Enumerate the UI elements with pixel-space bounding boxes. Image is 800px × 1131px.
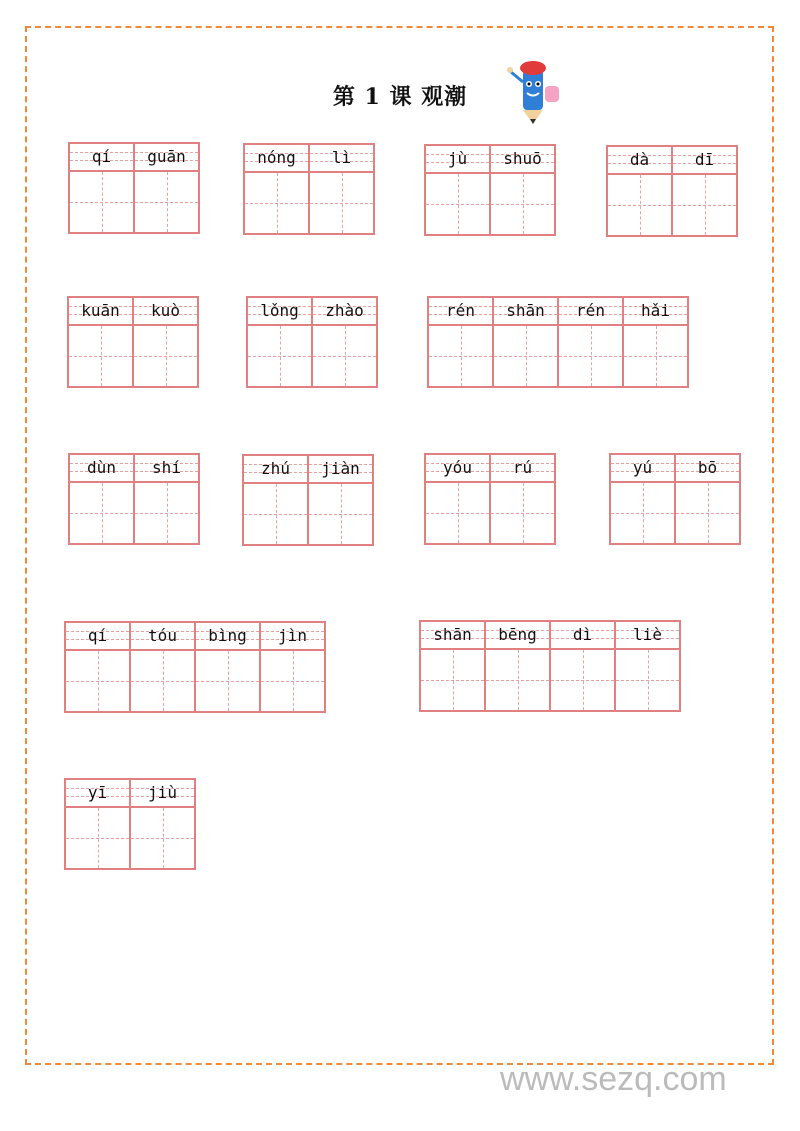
- writing-box[interactable]: [429, 326, 492, 388]
- pinyin-label: shuō: [503, 149, 542, 168]
- word-cell: [424, 453, 489, 545]
- word-cell: [308, 143, 375, 235]
- pinyin-label: kuān: [81, 301, 120, 320]
- writing-box[interactable]: [261, 651, 324, 713]
- writing-box[interactable]: [135, 483, 198, 545]
- pinyin-label: shān: [433, 625, 472, 644]
- word-cell: [427, 296, 492, 388]
- pinyin-label: dùn: [87, 458, 116, 477]
- pinyin-label: yī: [87, 783, 108, 802]
- word-grid: [424, 453, 556, 545]
- pinyin-label: nóng: [257, 148, 296, 167]
- writing-box[interactable]: [551, 650, 614, 712]
- writing-box[interactable]: [70, 483, 133, 545]
- writing-box[interactable]: [421, 650, 484, 712]
- pinyin-label: kuò: [151, 301, 180, 320]
- pinyin-label: rú: [512, 458, 533, 477]
- word-cell: [133, 453, 200, 545]
- word-cell: [419, 620, 484, 712]
- writing-box[interactable]: [131, 651, 194, 713]
- pinyin-label: zhào: [325, 301, 364, 320]
- word-cell: [133, 142, 200, 234]
- writing-box[interactable]: [245, 173, 308, 235]
- word-cell: [606, 145, 671, 237]
- watermark: www.sezq.com: [500, 1060, 727, 1098]
- writing-box[interactable]: [66, 651, 129, 713]
- writing-box[interactable]: [244, 484, 307, 546]
- word-cell: [674, 453, 741, 545]
- pinyin-label: yú: [632, 458, 653, 477]
- page-title: 第 1 课 观潮: [332, 84, 468, 110]
- writing-box[interactable]: [313, 326, 376, 388]
- word-cell: [67, 296, 132, 388]
- word-cell: [671, 145, 738, 237]
- word-grid: [242, 454, 374, 546]
- word-cell: [622, 296, 689, 388]
- pinyin-label: jiù: [148, 783, 177, 802]
- word-cell: [484, 620, 549, 712]
- pinyin-label: yóu: [443, 458, 472, 477]
- pinyin-label: bēng: [498, 625, 537, 644]
- pinyin-label: shí: [152, 458, 181, 477]
- word-cell: [194, 621, 259, 713]
- pinyin-label: dà: [629, 150, 650, 169]
- word-cell: [614, 620, 681, 712]
- word-cell: [243, 143, 308, 235]
- word-cell: [68, 142, 133, 234]
- writing-box[interactable]: [426, 174, 489, 236]
- pinyin-label: jù: [447, 149, 468, 168]
- word-cell: [259, 621, 326, 713]
- pinyin-label: shān: [506, 301, 545, 320]
- pinyin-label: dì: [572, 625, 593, 644]
- word-grid: [609, 453, 741, 545]
- writing-box[interactable]: [131, 808, 194, 870]
- word-cell: [307, 454, 374, 546]
- word-grid: [68, 142, 200, 234]
- pinyin-label: liè: [633, 625, 662, 644]
- word-grid: [246, 296, 378, 388]
- pinyin-label: dī: [694, 150, 715, 169]
- writing-box[interactable]: [426, 483, 489, 545]
- writing-box[interactable]: [624, 326, 687, 388]
- word-grid: [243, 143, 375, 235]
- pinyin-label: bìng: [208, 626, 247, 645]
- word-cell: [246, 296, 311, 388]
- writing-box[interactable]: [309, 484, 372, 546]
- writing-box[interactable]: [673, 175, 736, 237]
- writing-box[interactable]: [69, 326, 132, 388]
- pinyin-label: jìn: [278, 626, 307, 645]
- word-cell: [557, 296, 622, 388]
- word-cell: [492, 296, 557, 388]
- pinyin-label: qí: [91, 147, 112, 166]
- word-grid: [64, 621, 326, 713]
- word-cell: [311, 296, 378, 388]
- writing-box[interactable]: [611, 483, 674, 545]
- writing-box[interactable]: [70, 172, 133, 234]
- writing-box[interactable]: [134, 326, 197, 388]
- word-grid: [67, 296, 199, 388]
- word-grid: [419, 620, 681, 712]
- writing-box[interactable]: [486, 650, 549, 712]
- word-cell: [609, 453, 674, 545]
- word-grid: [424, 144, 556, 236]
- word-cell: [129, 621, 194, 713]
- writing-box[interactable]: [559, 326, 622, 388]
- writing-box[interactable]: [196, 651, 259, 713]
- writing-box[interactable]: [494, 326, 557, 388]
- writing-box[interactable]: [491, 483, 554, 545]
- writing-box[interactable]: [676, 483, 739, 545]
- writing-box[interactable]: [135, 172, 198, 234]
- pencil-mascot-icon: [505, 56, 573, 126]
- pinyin-label: guān: [147, 147, 186, 166]
- writing-box[interactable]: [608, 175, 671, 237]
- word-grid: [606, 145, 738, 237]
- word-cell: [64, 778, 129, 870]
- word-cell: [68, 453, 133, 545]
- pinyin-label: rén: [446, 301, 475, 320]
- word-cell: [242, 454, 307, 546]
- word-grid: [68, 453, 200, 545]
- word-cell: [489, 453, 556, 545]
- pinyin-label: lì: [331, 148, 352, 167]
- writing-box[interactable]: [248, 326, 311, 388]
- word-cell: [489, 144, 556, 236]
- word-cell: [64, 621, 129, 713]
- pinyin-label: jiàn: [321, 459, 360, 478]
- pinyin-label: hǎi: [641, 301, 670, 320]
- writing-box[interactable]: [616, 650, 679, 712]
- writing-box[interactable]: [66, 808, 129, 870]
- pinyin-label: zhú: [261, 459, 290, 478]
- writing-box[interactable]: [310, 173, 373, 235]
- word-cell: [132, 296, 199, 388]
- pinyin-label: bō: [697, 458, 718, 477]
- pinyin-label: tóu: [148, 626, 177, 645]
- pinyin-label: lǒng: [260, 301, 299, 320]
- pinyin-label: rén: [576, 301, 605, 320]
- pinyin-label: qí: [87, 626, 108, 645]
- word-grid: [64, 778, 196, 870]
- word-cell: [424, 144, 489, 236]
- word-grid: [427, 296, 689, 388]
- word-cell: [129, 778, 196, 870]
- writing-box[interactable]: [491, 174, 554, 236]
- word-cell: [549, 620, 614, 712]
